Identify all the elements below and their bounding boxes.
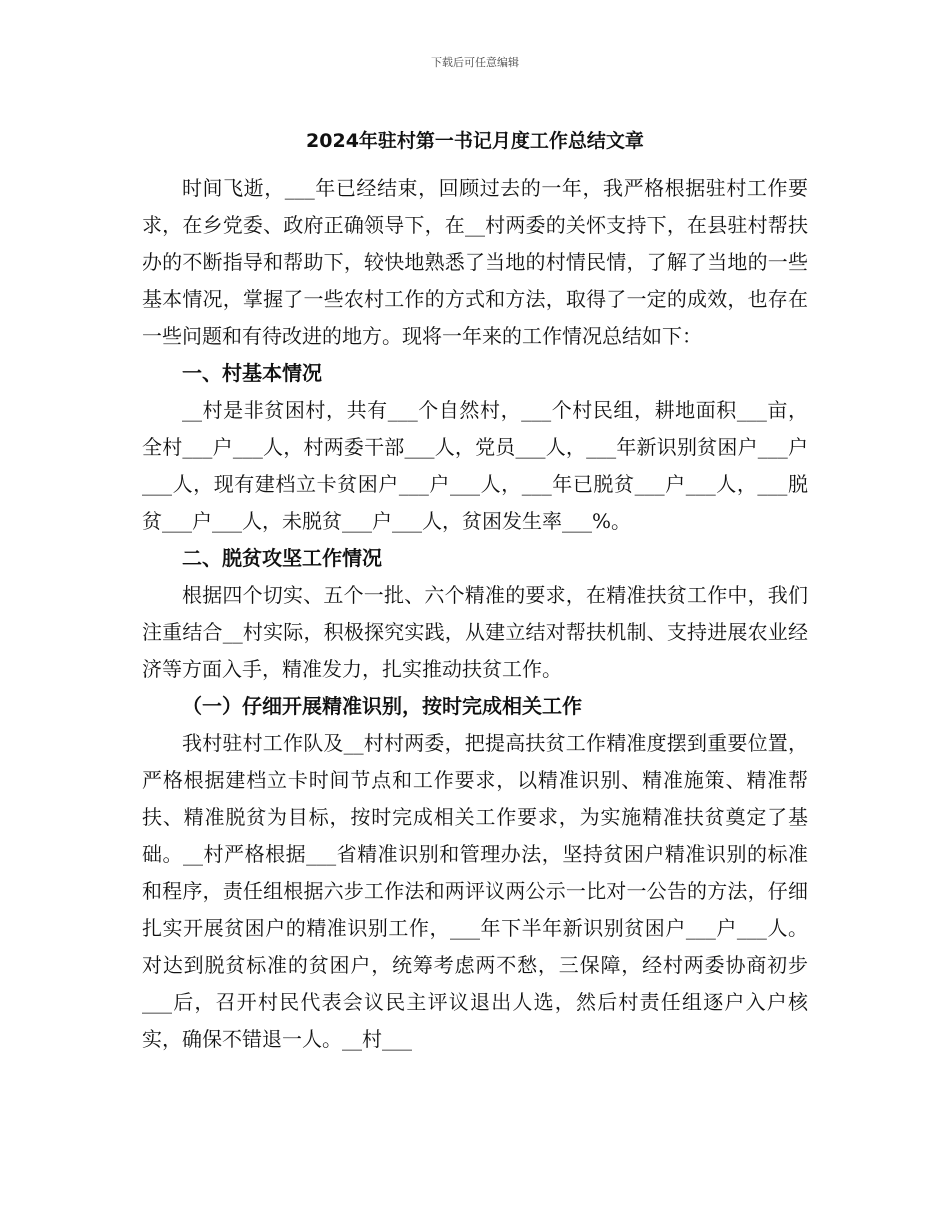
document-title: 2024年驻村第一书记月度工作总结文章: [306, 130, 644, 152]
village-info-paragraph: __村是非贫困村，共有___个自然村，___个村民组，耕地面积___亩，全村___户___人，村两委干部___人，党员___人，___年新识别贫困户___户___人，现有建档立卡贫困户___户___人，___年已脱贫___户___人，___脱贫___户___人，未脱贫___户___人，贫困发生率___%。: [142, 398, 808, 533]
document-body: [142, 170, 808, 1058]
intro-paragraph: 时间飞逝，___年已经结束，回顾过去的一年，我严格根据驻村工作要求，在乡党委、政府正确领导下，在__村两委的关怀支持下，在县驻村帮扶办的不断指导和帮助下，较快地熟悉了当地的村情民情，了解了当地的一些基本情况，掌握了一些农村工作的方式和方法，取得了一定的成效，也存在一些问题和有待改进的地方。现将一年来的工作情况总结如下：: [142, 176, 808, 348]
page-header: 下载后可任意编辑: [431, 56, 519, 69]
section-heading-village-info: 一、村基本情况: [182, 361, 322, 385]
identification-paragraph: 我村驻村工作队及__村村两委，把提高扶贫工作精准度摆到重要位置，严格根据建档立卡时间节点和工作要求，以精准识别、精准施策、精准帮扶、精准脱贫为目标，按时完成相关工作要求，为实施精准扶贫奠定了基础。__村严格根据___省精准识别和管理办法，坚持贫困户精准识别的标准和程序，责任组根据六步工作法和两评议两公示一比对一公告的方法，仔细扎实开展贫困户的精准识别工作，___年下半年新识别贫困户___户___人。对达到脱贫标准的贫困户，统筹考虑两不愁，三保障，经村两委协商初步___后，召开村民代表会议民主评议退出人选，然后村责任组逐户入户核实，确保不错退一人。__村___: [142, 731, 808, 1051]
poverty-work-paragraph: 根据四个切实、五个一批、六个精准的要求，在精准扶贫工作中，我们注重结合__村实际，积极探究实践，从建立结对帮扶机制、支持进展农业经济等方面入手，精准发力，扎实推动扶贫工作。: [142, 583, 808, 681]
subsection-heading-identification: （一）仔细开展精准识别，按时完成相关工作: [182, 694, 582, 718]
section-heading-poverty-work: 二、脱贫攻坚工作情况: [182, 546, 382, 570]
